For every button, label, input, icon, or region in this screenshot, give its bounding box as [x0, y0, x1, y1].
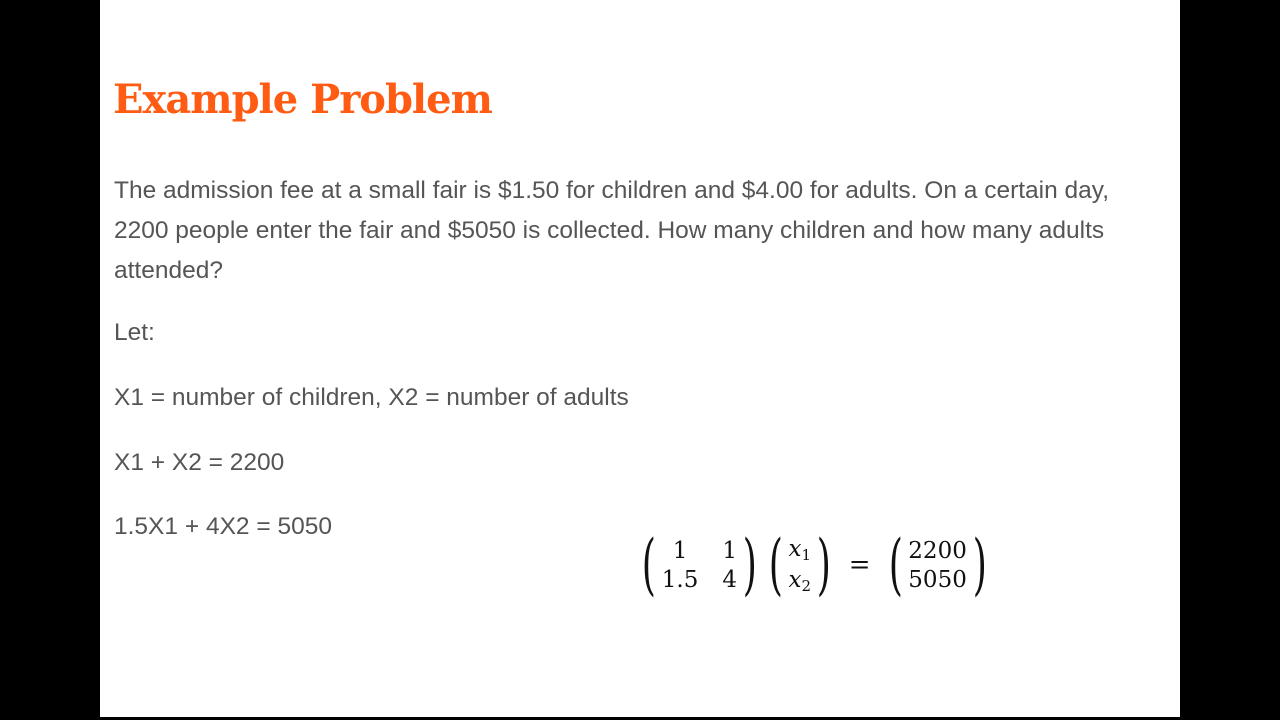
vector-cell: 2200 [908, 537, 967, 564]
equals-sign: = [848, 550, 871, 580]
slide [100, 0, 1180, 717]
matrix-cell: 4 [722, 566, 737, 593]
left-paren: ( [888, 526, 903, 603]
right-paren: ) [742, 526, 757, 603]
matrix-equation [636, 526, 993, 603]
vector-cell: $x_2$ [788, 566, 811, 595]
left-paren: ( [768, 526, 783, 603]
vector-cell: 5050 [908, 566, 967, 593]
left-paren: ( [641, 526, 656, 603]
matrix-cell: 1 [722, 537, 737, 564]
variable-vector [788, 536, 811, 595]
slide-title: Example Problem [113, 76, 492, 123]
matrix-cell: 1 [672, 537, 688, 564]
equation-2: 1.5X1 + 4X2 = 5050 [114, 513, 332, 540]
constant-vector [908, 538, 967, 593]
equation-1: X1 + X2 = 2200 [114, 449, 285, 476]
right-paren: ) [972, 526, 987, 603]
coefficient-matrix [662, 538, 737, 593]
right-paren: ) [816, 526, 831, 603]
problem-paragraph: The admission fee at a small fair is $1.50 for children and $4.00 for adults. On a certain day, 2200 people enter the fair and $5050 is collected. How many children and how many adults attended? [114, 177, 1110, 284]
vector-cell: $x_1$ [788, 535, 811, 564]
variable-definitions: X1 = number of children, X2 = number of adults [114, 384, 629, 411]
let-label: Let: [114, 319, 155, 346]
matrix-cell: 1.5 [661, 566, 699, 593]
